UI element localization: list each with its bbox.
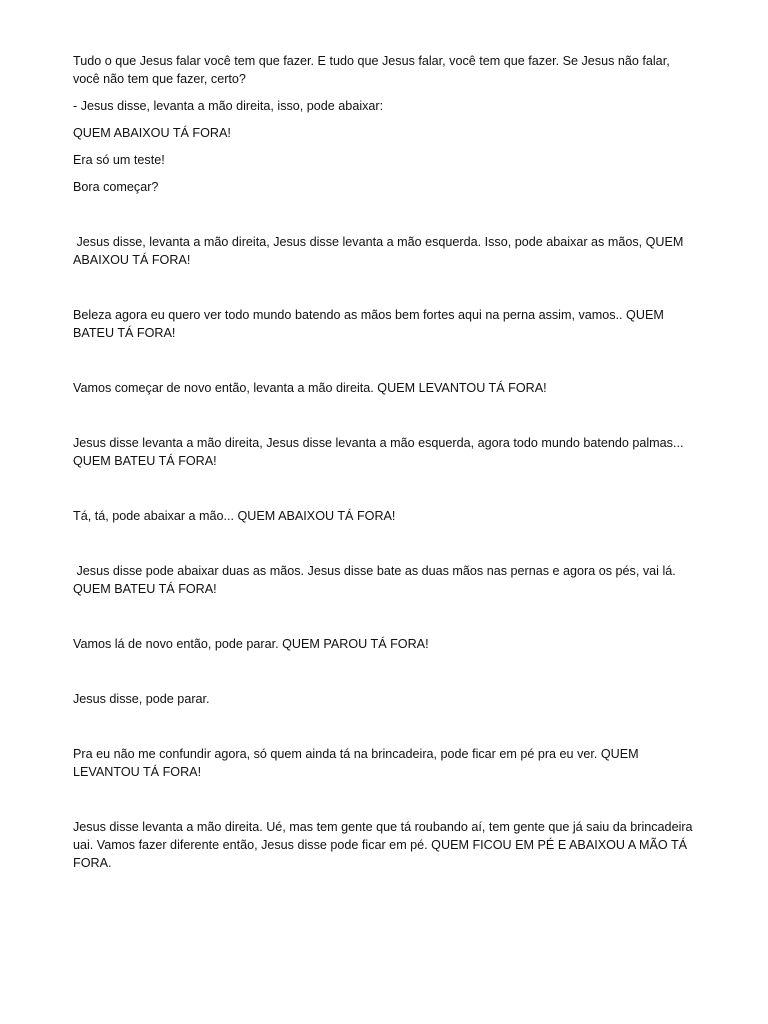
paragraph-round-10: Jesus disse levanta a mão direita. Ué, mas tem gente que tá roubando aí, tem gente que já saiu da brincadeira uai. Vamos fazer diferente então, Jesus disse pode ficar em pé. QUEM FICOU EM PÉ E ABAIXOU A MÃO TÁ FORA. (73, 820, 697, 870)
paragraph-round-9: Pra eu não me confundir agora, só quem ainda tá na brincadeira, pode ficar em pé pra eu ver. QUEM LEVANTOU TÁ FORA! (73, 747, 643, 779)
paragraph-out-1: QUEM ABAIXOU TÁ FORA! (73, 126, 231, 140)
paragraph-start: Bora começar? (73, 180, 159, 194)
paragraph-round-3: Vamos começar de novo então, levanta a mão direita. QUEM LEVANTOU TÁ FORA! (73, 381, 547, 395)
paragraph-round-2: Beleza agora eu quero ver todo mundo batendo as mãos bem fortes aqui na perna assim, vamos.. QUEM BATEU TÁ FORA! (73, 308, 668, 340)
paragraph-round-8: Jesus disse, pode parar. (73, 692, 210, 706)
paragraph-round-6: Jesus disse pode abaixar duas as mãos. Jesus disse bate as duas mãos nas pernas e agora os pés, vai lá. QUEM BATEU TÁ FORA! (73, 564, 680, 596)
document-page (73, 52, 697, 872)
paragraph-round-1: Jesus disse, levanta a mão direita, Jesus disse levanta a mão esquerda. Isso, pode abaixar as mãos, QUEM ABAIXOU TÁ FORA! (73, 235, 687, 267)
paragraph-test: Era só um teste! (73, 153, 165, 167)
paragraph-round-5: Tá, tá, pode abaixar a mão... QUEM ABAIXOU TÁ FORA! (73, 509, 396, 523)
paragraph-instruction: - Jesus disse, levanta a mão direita, isso, pode abaixar: (73, 99, 384, 113)
paragraph-intro: Tudo o que Jesus falar você tem que fazer. E tudo que Jesus falar, você tem que fazer. Se Jesus não falar, você não tem que fazer, certo? (73, 54, 674, 86)
paragraph-round-4: Jesus disse levanta a mão direita, Jesus disse levanta a mão esquerda, agora todo mundo batendo palmas... QUEM BATEU TÁ FORA! (73, 436, 687, 468)
paragraph-round-7: Vamos lá de novo então, pode parar. QUEM PAROU TÁ FORA! (73, 637, 429, 651)
